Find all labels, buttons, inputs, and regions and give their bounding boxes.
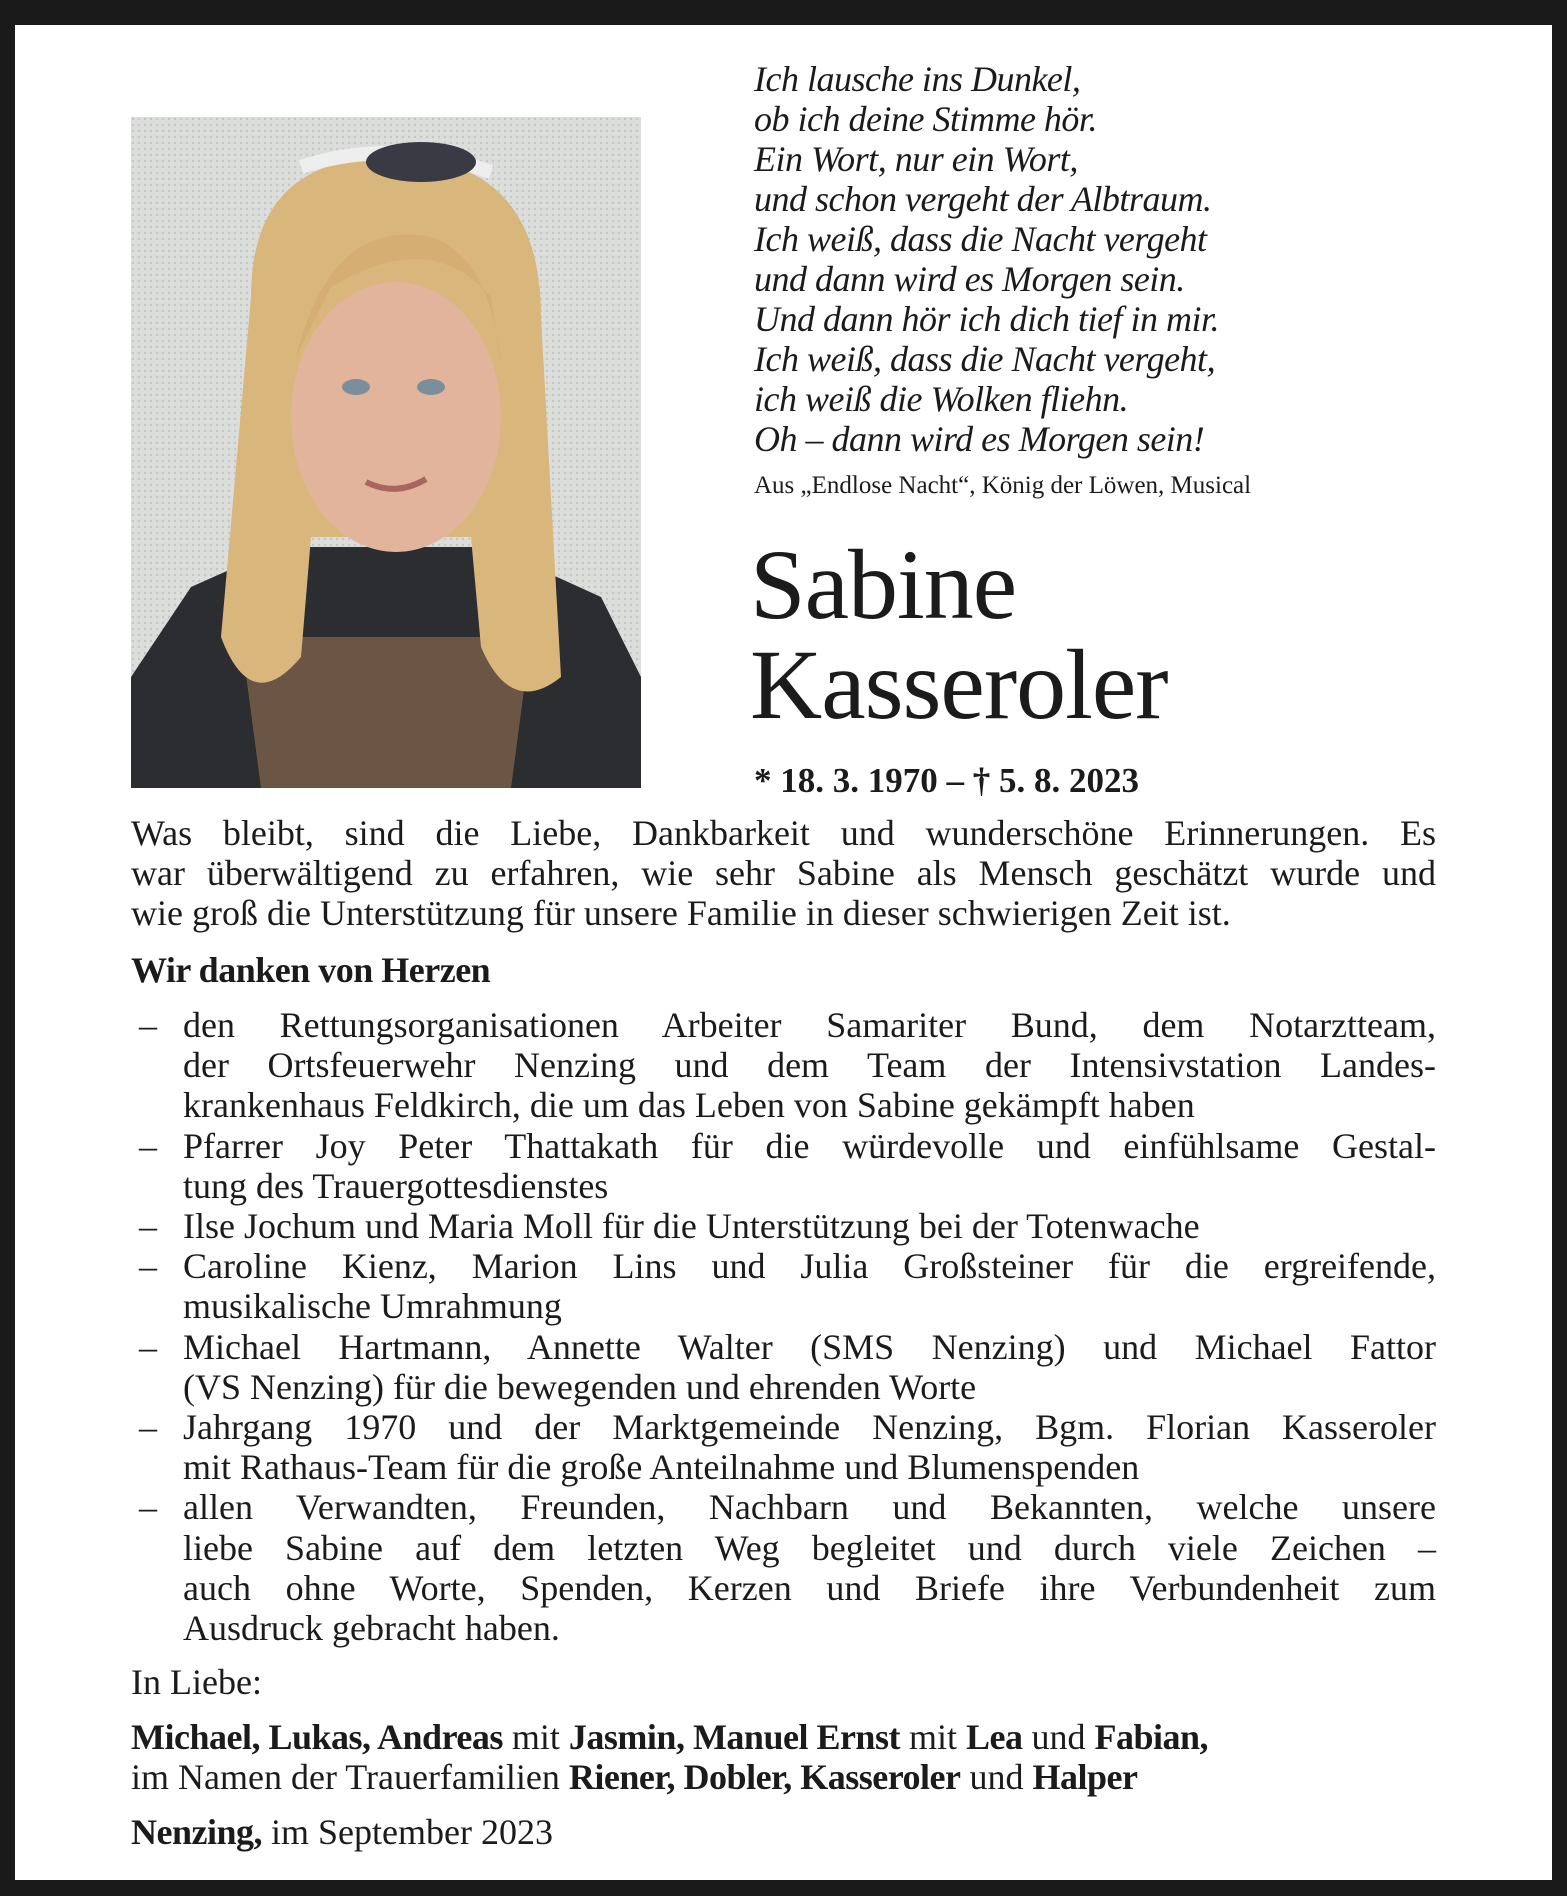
poem-line: und schon vergeht der Albtraum. <box>754 179 1212 219</box>
signatories-line-1 <box>131 1717 1436 1757</box>
intro-line: wie groß die Unterstützung für unsere Familie in dieser schwierigen Zeit ist. <box>131 893 1231 933</box>
connector: und <box>960 1757 1033 1797</box>
names: Michael, Lukas, Andreas <box>131 1717 503 1757</box>
dash-bullet: – <box>139 1407 157 1448</box>
dash-bullet: – <box>139 1246 157 1287</box>
intro-line: war überwältigend zu erfahren, wie sehr Sabine als Mensch geschätzt wurde und <box>131 853 1436 893</box>
connector: und <box>1022 1717 1095 1757</box>
life-dates: * 18. 3. 1970 – † 5. 8. 2023 <box>754 761 1139 800</box>
thanks-list <box>131 1005 1436 1648</box>
date: im September 2023 <box>262 1812 553 1852</box>
deceased-name <box>750 529 1168 740</box>
dash-bullet: – <box>139 1206 157 1247</box>
signatories-line-2 <box>131 1757 1436 1797</box>
thanks-line: krankenhaus Feldkirch, die um das Leben von Sabine gekämpft haben <box>183 1085 1195 1126</box>
last-name: Kasseroler <box>750 629 1168 740</box>
thanks-item <box>131 1005 1436 1126</box>
names: Fabian, <box>1094 1717 1209 1757</box>
portrait-photo <box>131 117 641 788</box>
connector: mit <box>899 1717 966 1757</box>
thanks-item <box>131 1407 1436 1487</box>
dash-bullet: – <box>139 1005 157 1045</box>
thanks-item <box>131 1246 1436 1326</box>
place: Nenzing, <box>131 1812 262 1852</box>
place-date <box>131 1812 1436 1852</box>
dash-bullet: – <box>139 1326 157 1367</box>
thanks-item <box>131 1126 1436 1206</box>
thanks-line: Jahrgang 1970 und der Marktgemeinde Nenzing, Bgm. Florian Kasseroler <box>183 1407 1436 1448</box>
thanks-line: (VS Nenzing) für die bewegenden und ehrenden Worte <box>183 1366 977 1407</box>
thanks-line: Pfarrer Joy Peter Thattakath für die würdevolle und einfühlsame Gestal- <box>183 1125 1436 1166</box>
dash-bullet: – <box>139 1487 157 1528</box>
thanks-line: der Ortsfeuerwehr Nenzing und dem Team der Intensivstation Landes- <box>183 1045 1436 1086</box>
thanks-line: Ilse Jochum und Maria Moll für die Unterstützung bei der Totenwache <box>183 1206 1200 1247</box>
thanks-line: tung des Trauergottesdienstes <box>183 1165 609 1206</box>
dash-bullet: – <box>139 1125 157 1166</box>
thanks-line: allen Verwandten, Freunden, Nachbarn und Bekannten, welche unsere <box>183 1487 1436 1528</box>
poem-line: Ein Wort, nur ein Wort, <box>754 139 1078 179</box>
poem-line: Oh – dann wird es Morgen sein! <box>754 419 1205 459</box>
poem-line: Ich weiß, dass die Nacht vergeht <box>754 219 1207 259</box>
obituary-page <box>15 25 1552 1880</box>
in-love-label: In Liebe: <box>131 1662 262 1702</box>
thanks-line: liebe Sabine auf dem letzten Weg begleitet und durch viele Zeichen – <box>183 1527 1436 1568</box>
thanks-line: Ausdruck gebracht haben. <box>183 1608 560 1649</box>
poem-line: Und dann hör ich dich tief in mir. <box>754 299 1219 339</box>
poem-line: Ich lausche ins Dunkel, <box>754 59 1081 99</box>
thanks-line: den Rettungsorganisationen Arbeiter Samariter Bund, dem Notarztteam, <box>183 1005 1436 1045</box>
thanks-item <box>131 1206 1436 1246</box>
family-names: Riener, Dobler, Kasseroler <box>568 1757 961 1797</box>
names: Jasmin, Manuel Ernst <box>568 1717 900 1757</box>
thanks-heading: Wir danken von Herzen <box>131 950 491 990</box>
names: Lea <box>965 1717 1023 1757</box>
poem-line: Ich weiß, dass die Nacht vergeht, <box>754 339 1216 379</box>
thanks-line: auch ohne Worte, Spenden, Kerzen und Briefe ihre Verbundenheit zum <box>183 1567 1436 1608</box>
intro-line: Was bleibt, sind die Liebe, Dankbarkeit und wunderschöne Erinnerungen. Es <box>131 813 1436 853</box>
thanks-line: musikalische Umrahmung <box>183 1286 562 1327</box>
intro-text <box>131 813 1436 933</box>
thanks-item <box>131 1487 1436 1648</box>
thanks-line: mit Rathaus-Team für die große Anteilnahme und Blumenspenden <box>183 1447 1140 1488</box>
poem-line: und dann wird es Morgen sein. <box>754 259 1185 299</box>
thanks-line: Caroline Kienz, Marion Lins und Julia Großsteiner für die ergreifende, <box>183 1246 1436 1287</box>
family-names: Halper <box>1032 1757 1138 1797</box>
poem <box>754 59 1219 459</box>
thanks-item <box>131 1327 1436 1407</box>
poem-line: ich weiß die Wolken fliehn. <box>754 379 1129 419</box>
poem-line: ob ich deine Stimme hör. <box>754 99 1097 139</box>
thanks-line: Michael Hartmann, Annette Walter (SMS Nenzing) und Michael Fattor <box>183 1326 1436 1367</box>
connector: mit <box>502 1717 569 1757</box>
connector: im Namen der Trauerfamilien <box>131 1757 569 1797</box>
first-name: Sabine <box>750 529 1017 640</box>
poem-attribution: Aus „Endlose Nacht“, König der Löwen, Musical <box>754 472 1252 499</box>
